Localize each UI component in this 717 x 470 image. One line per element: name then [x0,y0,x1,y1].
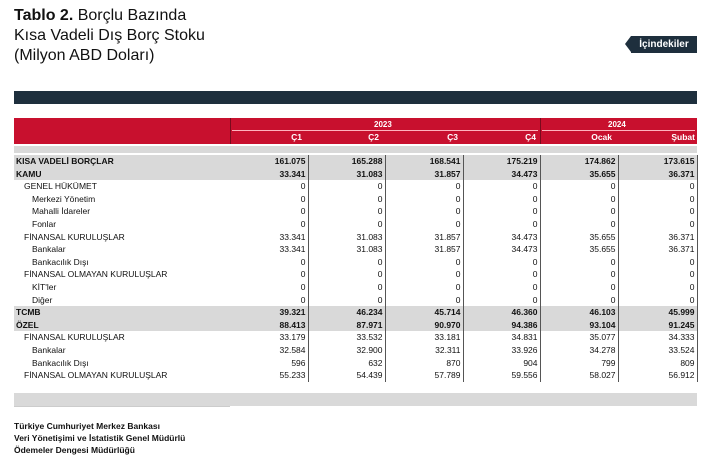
cell-value: 34.333 [618,331,697,344]
row-label: GENEL HÜKÜMET [24,181,97,192]
cell-value: 173.615 [618,155,697,168]
col-header-jan: Ocak [591,132,612,142]
cell-value: 168.541 [385,155,463,168]
table-title [14,6,205,66]
cell-value: 0 [230,193,308,206]
table-row [14,218,697,231]
header-band [14,91,697,104]
cell-value: 35.655 [540,168,618,181]
cell-value: 55.233 [230,369,308,382]
table-row [14,193,697,206]
cell-value: 0 [618,218,697,231]
cell-value: 94.386 [463,319,540,332]
source-line-3: Ödemeler Dengesi Müdürlüğü [14,445,135,455]
cell-value: 0 [540,294,618,307]
column-header [14,118,697,144]
cell-value: 0 [385,294,463,307]
title-line-1: Borçlu Bazında [77,7,187,24]
title-line-2: Kısa Vadeli Dış Borç Stoku [14,27,205,44]
cell-value: 0 [463,294,540,307]
cell-value: 870 [385,357,463,370]
cell-value: 33.532 [308,331,385,344]
row-label: Bankacılık Dışı [32,357,89,368]
cell-value: 31.083 [308,231,385,244]
cell-value: 34.473 [463,168,540,181]
row-label: ÖZEL [14,319,230,332]
cell-value: 57.789 [385,369,463,382]
cell-value: 0 [540,180,618,193]
cell-value: 36.371 [618,231,697,244]
cell-value: 0 [540,193,618,206]
cell-value: 0 [618,193,697,206]
year-underline [542,130,695,131]
cell-value: 0 [385,193,463,206]
cell-value: 32.900 [308,344,385,357]
cell-value: 34.473 [463,231,540,244]
header-divider [230,118,231,144]
cell-value: 0 [308,294,385,307]
row-label: Bankalar [32,244,66,255]
cell-value: 33.179 [230,331,308,344]
row-label: KAMU [14,168,230,181]
cell-value: 904 [463,357,540,370]
cell-value: 0 [308,256,385,269]
row-label: Diğer [32,294,53,305]
cell-value: 0 [618,294,697,307]
table-row [14,357,697,370]
cell-value: 46.360 [463,306,540,319]
cell-value: 35.655 [540,231,618,244]
table-row [14,319,697,332]
table-footer-band [14,393,697,406]
row-label: FİNANSAL OLMAYAN KURULUŞLAR [24,370,168,381]
row-label: FİNANSAL KURULUŞLAR [24,231,125,242]
cell-value: 632 [308,357,385,370]
cell-value: 0 [618,268,697,281]
row-label: Bankacılık Dışı [32,256,89,267]
cell-value: 91.245 [618,319,697,332]
cell-value: 0 [463,193,540,206]
source-line-1: Türkiye Cumhuriyet Merkez Bankası [14,421,160,431]
col-header-q1: Ç1 [291,132,302,142]
cell-value: 90.970 [385,319,463,332]
cell-value: 31.857 [385,168,463,181]
cell-value: 45.999 [618,306,697,319]
table-row [14,243,697,256]
cell-value: 0 [230,294,308,307]
cell-value: 0 [308,268,385,281]
cell-value: 33.926 [463,344,540,357]
cell-value: 31.857 [385,231,463,244]
cell-value: 31.857 [385,243,463,256]
row-label: FİNANSAL OLMAYAN KURULUŞLAR [24,269,168,280]
col-header-q4: Ç4 [525,132,536,142]
cell-value: 39.321 [230,306,308,319]
cell-value: 0 [385,180,463,193]
table-row [14,180,697,193]
cell-value: 0 [308,205,385,218]
cell-value: 33.524 [618,344,697,357]
cell-value: 0 [385,256,463,269]
cell-value: 58.027 [540,369,618,382]
table-row [14,231,697,244]
cell-value: 0 [540,218,618,231]
cell-value: 0 [540,256,618,269]
col-header-q3: Ç3 [447,132,458,142]
title-line-3: (Milyon ABD Doları) [14,47,155,64]
debt-table [14,155,698,382]
table-row [14,344,697,357]
cell-value: 33.341 [230,243,308,256]
cell-value: 46.103 [540,306,618,319]
cell-value: 0 [618,281,697,294]
source-note [14,420,185,456]
cell-value: 59.556 [463,369,540,382]
cell-value: 0 [618,205,697,218]
cell-value: 32.311 [385,344,463,357]
row-label: Mahalli İdareler [32,206,91,217]
table-row [14,281,697,294]
row-label: FİNANSAL KURULUŞLAR [24,332,125,343]
cell-value: 0 [618,256,697,269]
cell-value: 175.219 [463,155,540,168]
cell-value: 0 [385,205,463,218]
cell-value: 31.083 [308,168,385,181]
cell-value: 0 [308,180,385,193]
cell-value: 161.075 [230,155,308,168]
source-line-2: Veri Yönetişimi ve İstatistik Genel Müdürlü [14,433,186,443]
cell-value: 35.077 [540,331,618,344]
year-underline [232,130,538,131]
table-row [14,331,697,344]
cell-value: 0 [618,180,697,193]
table-row [14,256,697,269]
cell-value: 56.912 [618,369,697,382]
cell-value: 596 [230,357,308,370]
table-row [14,294,697,307]
table-row [14,369,697,382]
cell-value: 0 [308,193,385,206]
cell-value: 0 [540,281,618,294]
cell-value: 0 [230,180,308,193]
cell-value: 0 [230,268,308,281]
row-label: KİT'ler [32,281,57,292]
cell-value: 31.083 [308,243,385,256]
year-2024: 2024 [608,120,626,129]
cell-value: 88.413 [230,319,308,332]
table-row [14,168,697,181]
cell-value: 0 [540,268,618,281]
table-number: Tablo 2. [14,7,74,24]
table-body [14,155,697,382]
col-header-q2: Ç2 [368,132,379,142]
cell-value: 54.439 [308,369,385,382]
cell-value: 33.181 [385,331,463,344]
header-divider [540,118,541,144]
cell-value: 174.862 [540,155,618,168]
header-spacer [14,146,697,153]
cell-value: 87.971 [308,319,385,332]
cell-value: 34.473 [463,243,540,256]
cell-value: 0 [230,205,308,218]
cell-value: 32.584 [230,344,308,357]
cell-value: 34.278 [540,344,618,357]
contents-button[interactable]: İçindekiler [631,36,697,53]
cell-value: 0 [230,281,308,294]
col-header-feb: Şubat [671,132,695,142]
cell-value: 0 [463,281,540,294]
row-label: Bankalar [32,344,66,355]
row-label: TCMB [14,306,230,319]
cell-value: 0 [463,268,540,281]
cell-value: 36.371 [618,243,697,256]
cell-value: 0 [230,218,308,231]
cell-value: 809 [618,357,697,370]
cell-value: 93.104 [540,319,618,332]
table-row [14,268,697,281]
cell-value: 0 [540,205,618,218]
cell-value: 36.371 [618,168,697,181]
cell-value: 0 [230,256,308,269]
cell-value: 0 [385,268,463,281]
cell-value: 35.655 [540,243,618,256]
row-label: KISA VADELİ BORÇLAR [14,155,230,168]
cell-value: 34.831 [463,331,540,344]
cell-value: 0 [385,281,463,294]
cell-value: 0 [308,281,385,294]
cell-value: 0 [463,205,540,218]
cell-value: 165.288 [308,155,385,168]
cell-value: 33.341 [230,231,308,244]
cell-value: 0 [463,180,540,193]
cell-value: 0 [463,256,540,269]
table-row [14,205,697,218]
row-label: Fonlar [32,218,57,229]
row-label: Merkezi Yönetim [32,193,96,204]
cell-value: 799 [540,357,618,370]
table-row [14,306,697,319]
footer-divider [14,406,230,407]
cell-value: 45.714 [385,306,463,319]
year-2023: 2023 [374,120,392,129]
cell-value: 33.341 [230,168,308,181]
table-row [14,155,697,168]
cell-value: 0 [385,218,463,231]
cell-value: 0 [463,218,540,231]
cell-value: 0 [308,218,385,231]
cell-value: 46.234 [308,306,385,319]
